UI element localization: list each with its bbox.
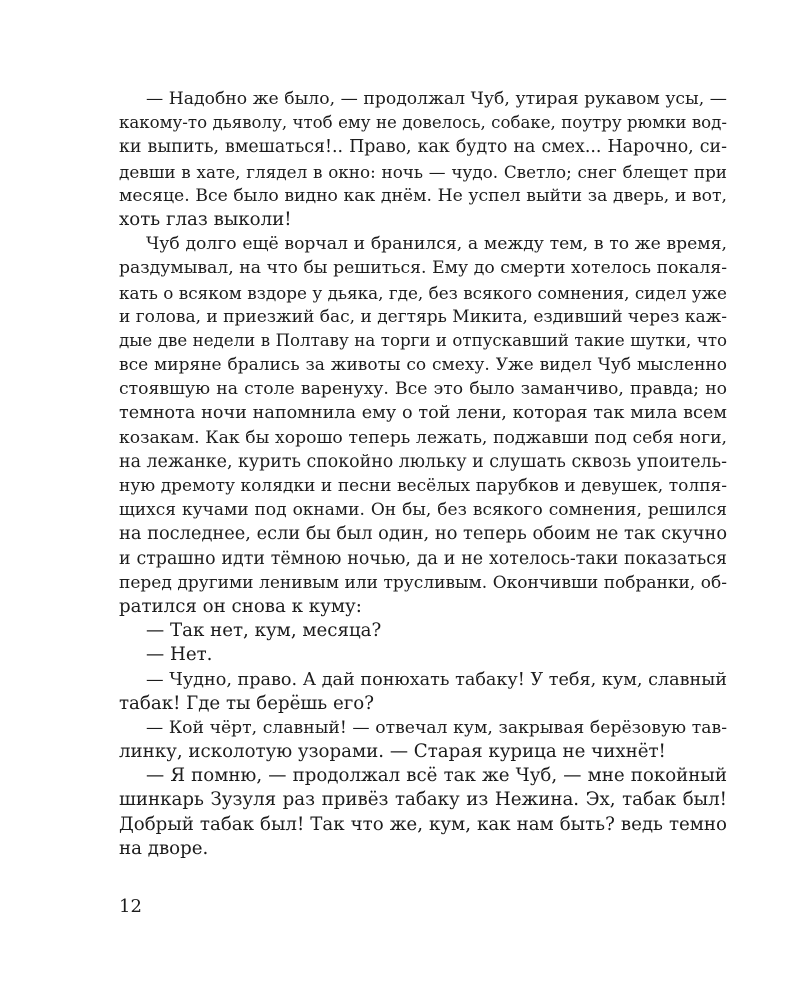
text-line: раздумывал, на что бы решиться. Ему до смерти хотелось покаля-	[119, 258, 727, 279]
text-line: Добрый табак был! Так что же, кум, как нам быть? ведь темно	[119, 813, 727, 835]
text-line: табак! Где ты берёшь его?	[119, 692, 374, 714]
text-line: — Так нет, кум, месяца?	[146, 620, 382, 642]
text-line: — Надобно же было, — продолжал Чуб, утирая рукавом усы, —	[146, 89, 727, 109]
text-line: линку, исколотую узорами. — Старая курица не чихнёт!	[119, 741, 666, 763]
text-line: ки выпить, вмешаться!.. Право, как будто на смех... Нарочно, си-	[119, 137, 727, 158]
text-line: — Я помню, — продолжал всё так же Чуб, — мне покойный	[146, 765, 727, 787]
text-line: стоявшую на столе варенуху. Все это было заманчиво, правда; но	[119, 379, 727, 400]
text-line: щихся кучами под окнами. Он бы, без всякого сомнения, решился	[119, 500, 727, 521]
page-number: 12	[119, 896, 142, 917]
text-line: месяце. Все было видно как днём. Не успел выйти за дверь, и вот,	[119, 185, 727, 206]
text-line: на дворе.	[119, 837, 209, 859]
text-line: девши в хате, глядел в окно: ночь — чудо. Светло; снег блещет при	[119, 161, 727, 182]
text-line: шинкарь Зузуля раз привёз табаку из Нежина. Эх, табак был!	[119, 789, 727, 811]
text-line: на лежанке, курить спокойно люльку и слушать сквозь упоитель-	[119, 451, 727, 472]
text-line: перед другими ленивым или трусливым. Окончивши побранки, об-	[119, 572, 727, 593]
text-line: какому-то дьяволу, чтоб ему не довелось, собаке, поутру рюмки вод-	[119, 113, 727, 133]
text-line: — Нет.	[146, 644, 213, 666]
text-line: кать о всяком вздоре у дьяка, где, без всякого сомнения, сидел уже	[119, 282, 727, 303]
text-line: дые две недели в Полтаву на торги и отпускавший такие шутки, что	[119, 330, 727, 350]
page-body	[119, 87, 727, 861]
text-line: темнота ночи напомнила ему о той лени, которая так мила всем	[119, 403, 727, 424]
text-line: хоть глаз выколи!	[119, 208, 292, 230]
text-line: ную дремоту колядки и песни весёлых парубков и девушек, толпя-	[119, 476, 727, 496]
text-line: и голова, и приезжий бас, и дегтярь Микита, ездивший через каж-	[119, 306, 727, 327]
text-line: на последнее, если бы был один, но теперь обоим не так скучно	[119, 523, 727, 545]
text-line: Чуб долго ещё ворчал и бранился, а между тем, в то же время,	[146, 234, 727, 255]
text-line: и страшно идти тёмною ночью, да и не хотелось-таки показаться	[119, 548, 727, 569]
text-line: ратился он снова к куму:	[119, 595, 362, 617]
text-line: козакам. Как бы хорошо теперь лежать, поджавши под себя ноги,	[119, 427, 727, 448]
text-line: все миряне брались за животы со смеху. Уже видел Чуб мысленно	[119, 355, 727, 376]
text-line: — Кой чёрт, славный! — отвечал кум, закрывая берёзовую тав-	[146, 717, 727, 738]
text-line: — Чудно, право. А дай понюхать табаку! У тебя, кум, славный	[146, 669, 727, 690]
